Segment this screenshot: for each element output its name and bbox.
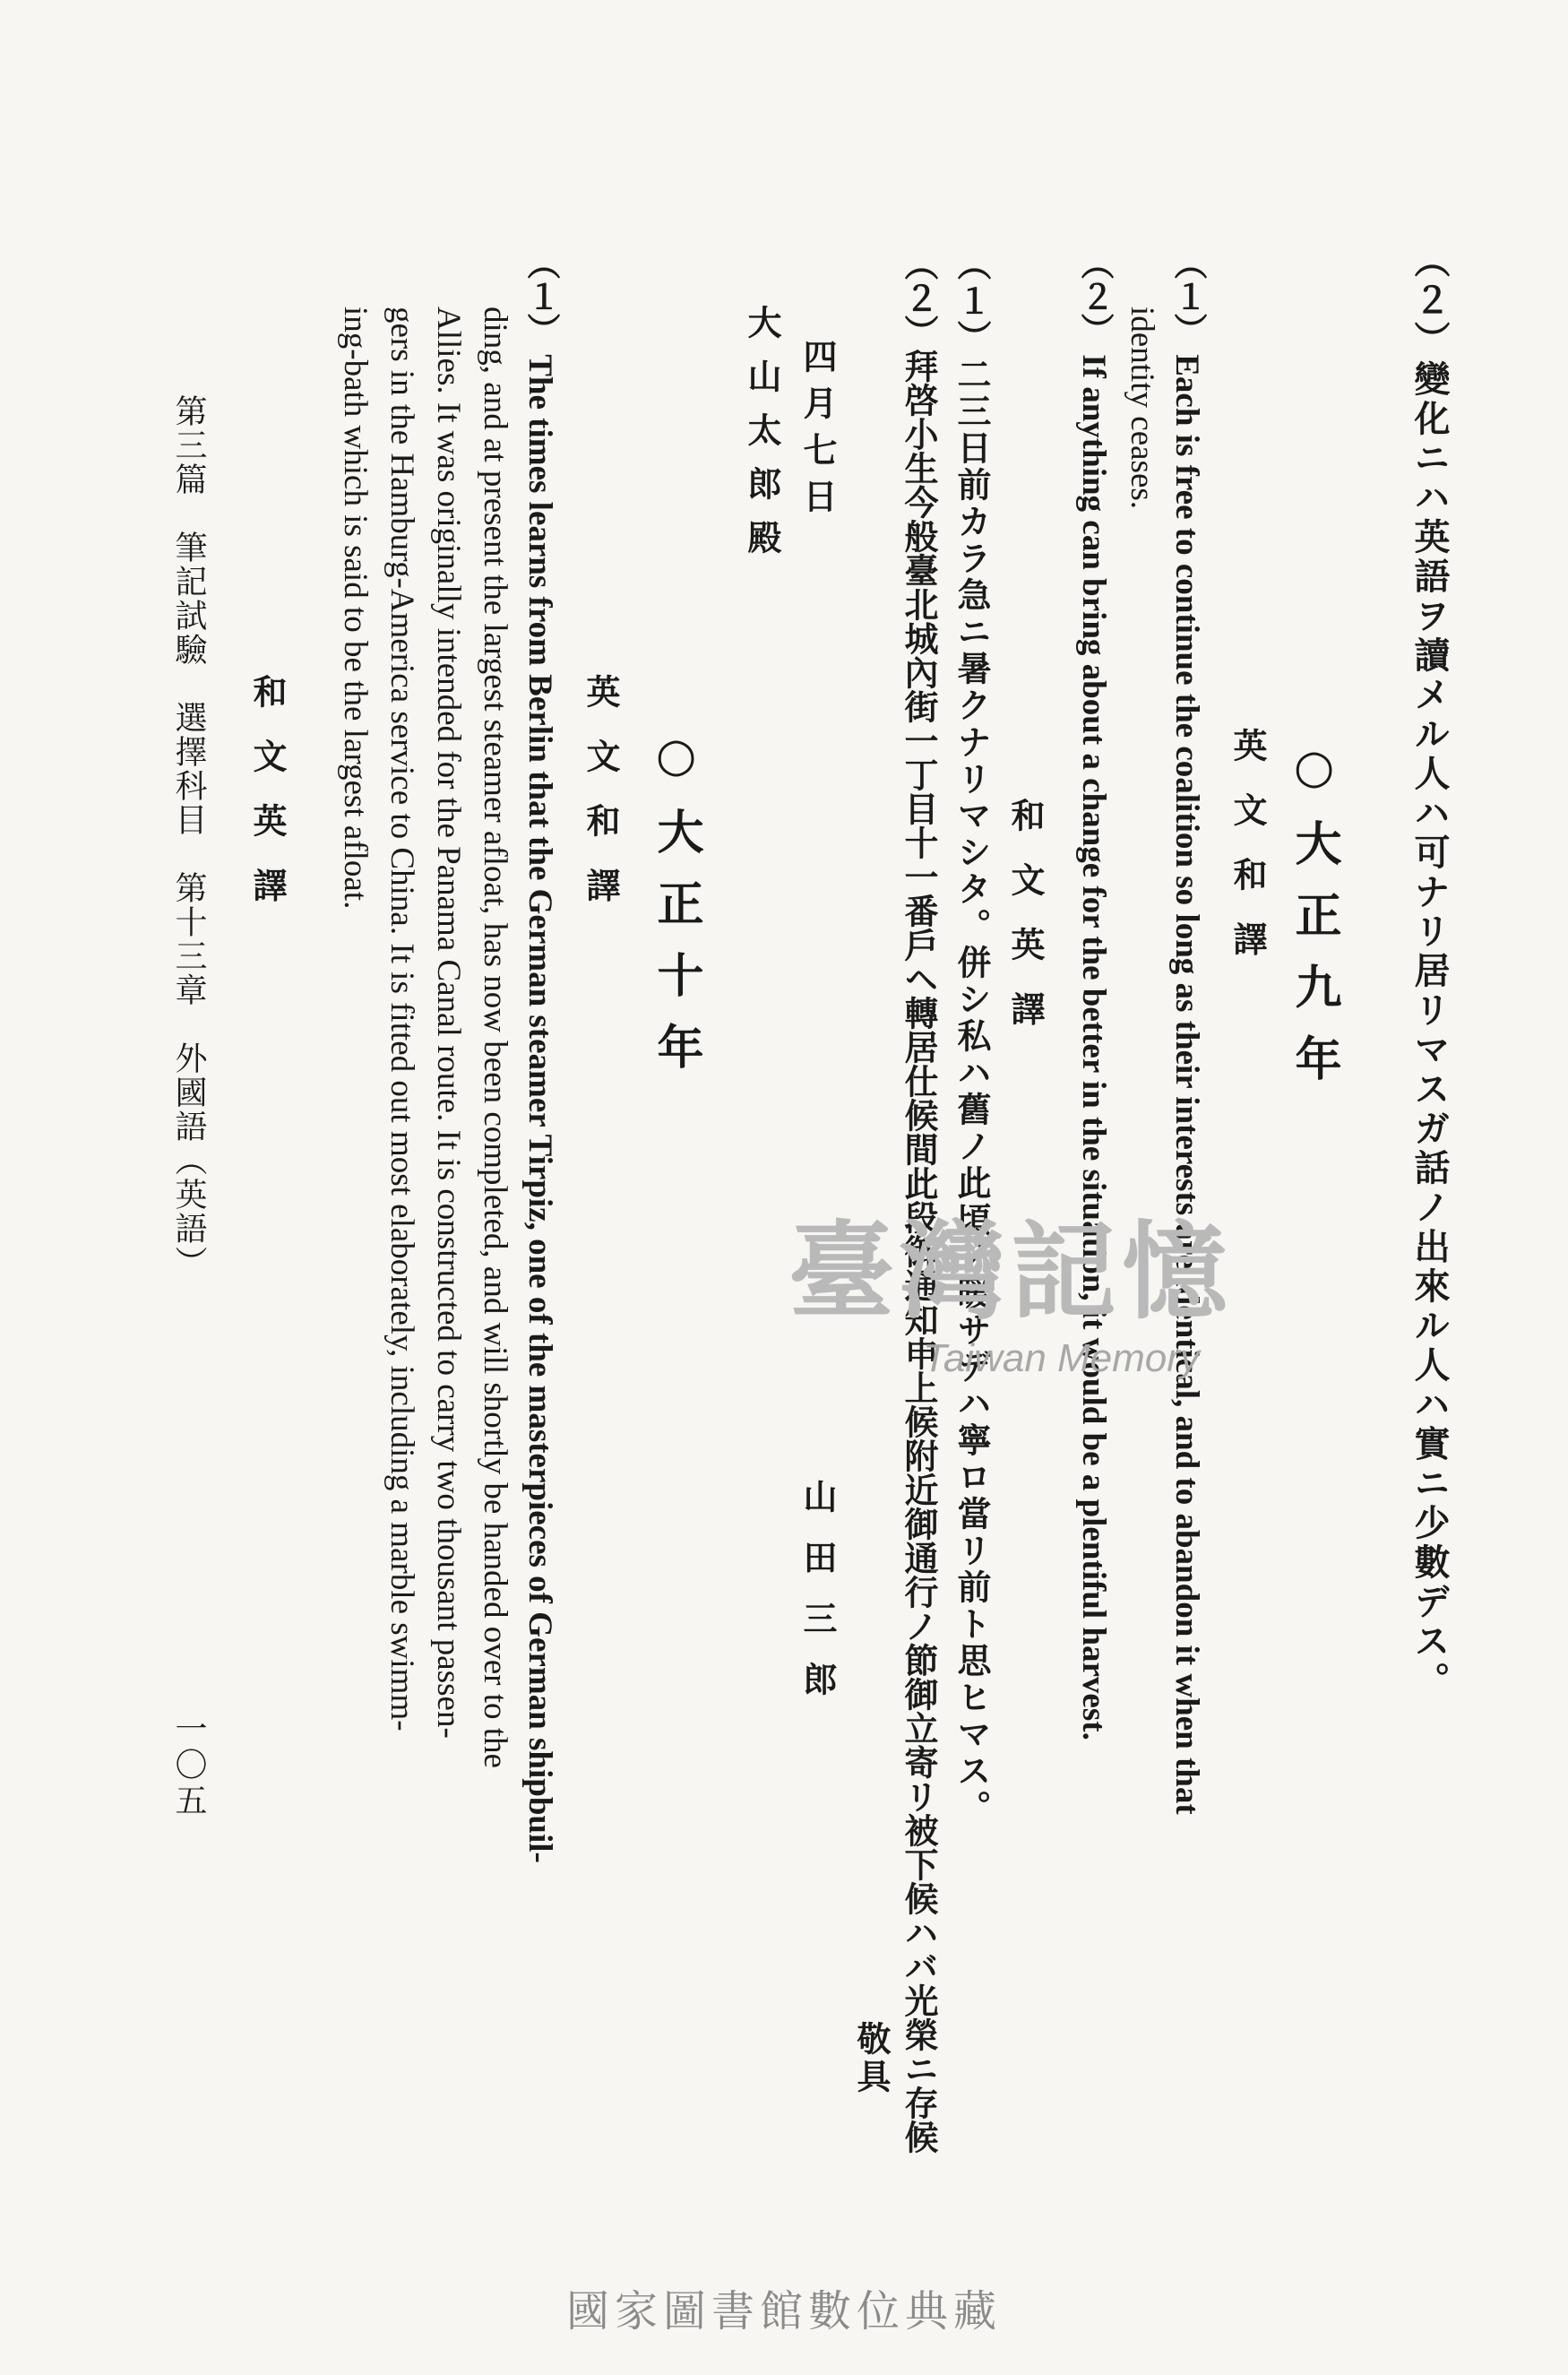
closing-keigu: 敬具	[851, 2021, 892, 2096]
letter-date: 四月七日	[797, 339, 838, 525]
heading-taisho-10: ○大正十年	[649, 728, 703, 1094]
english-item-1b: identity ceases.	[1124, 307, 1160, 510]
passage-line-3: Allies. It was originally intended for the Panama Canal route. It is constructed to carry two thousant passen-	[430, 307, 467, 1739]
japanese-item-1: （１）二三日前カラ急ニ暑クナリマシタ。併シ私ハ舊ノ此頃ノ暖サデハ寧ロ當リ前ト思ヒマス。	[952, 246, 992, 1827]
japanese-item-2: （２）拜啓小生今般臺北城內街一丁目十一番戶ヘ轉居仕候間此段御通知申上候附近御通行ノ節御立寄リ被下候ハバ光榮ニ存候	[899, 246, 939, 2154]
page-number: 一〇五	[170, 1712, 207, 1819]
subheading-ja-en-2: 和文英譯	[247, 674, 288, 932]
footer-credit: 國家圖書館數位典藏	[565, 2286, 1002, 2336]
letter-sender: 山田三郎	[797, 1479, 838, 1723]
passage-line-1: （１） The times learns from Berlin that the German steamer Tirpiz, one of the masterpieces of German shipbuil-	[521, 246, 558, 1863]
running-head: 第三篇 筆記試驗 選擇科目 第十三章 外國語（英語）	[170, 394, 207, 1280]
watermark-cjk: 臺灣記憶	[788, 1209, 1234, 1334]
heading-taisho-9: ○大正九年	[1287, 739, 1341, 1106]
watermark-latin: Taiwan Memory	[923, 1336, 1200, 1380]
passage-line-2: ding, and at present the largest steamer afloat, has now been completed, and will shortly be handed over to the	[477, 307, 513, 1768]
letter-recipient: 大山太郎殿	[742, 305, 782, 574]
english-item-1a: （１） Each is free to continue the coalition so long as their interests are identical, and to abandon it when that	[1168, 246, 1205, 1815]
taiwan-memory-watermark	[788, 1201, 1290, 1407]
subheading-ja-en-1: 和文英譯	[1005, 798, 1046, 1056]
subheading-en-ja-2: 英文和譯	[581, 674, 621, 932]
subheading-en-ja-1: 英文和譯	[1228, 728, 1268, 986]
passage-line-4: gers in the Hamburg-America service to China. It is fitted out most elaborately, including a marble swimm-	[383, 307, 420, 1732]
english-item-2: （２） If anything can bring about a change for the better in the situation, it would be a plentiful harvest.	[1075, 246, 1112, 1740]
line-2-ja: （２）變化ニハ英語ヲ讀メル人ハ可ナリ居リマスガ話ノ出來ル人ハ實ニ少數デス。	[1409, 242, 1451, 1701]
passage-line-5: ing-bath which is said to be the largest afloat.	[337, 307, 374, 910]
